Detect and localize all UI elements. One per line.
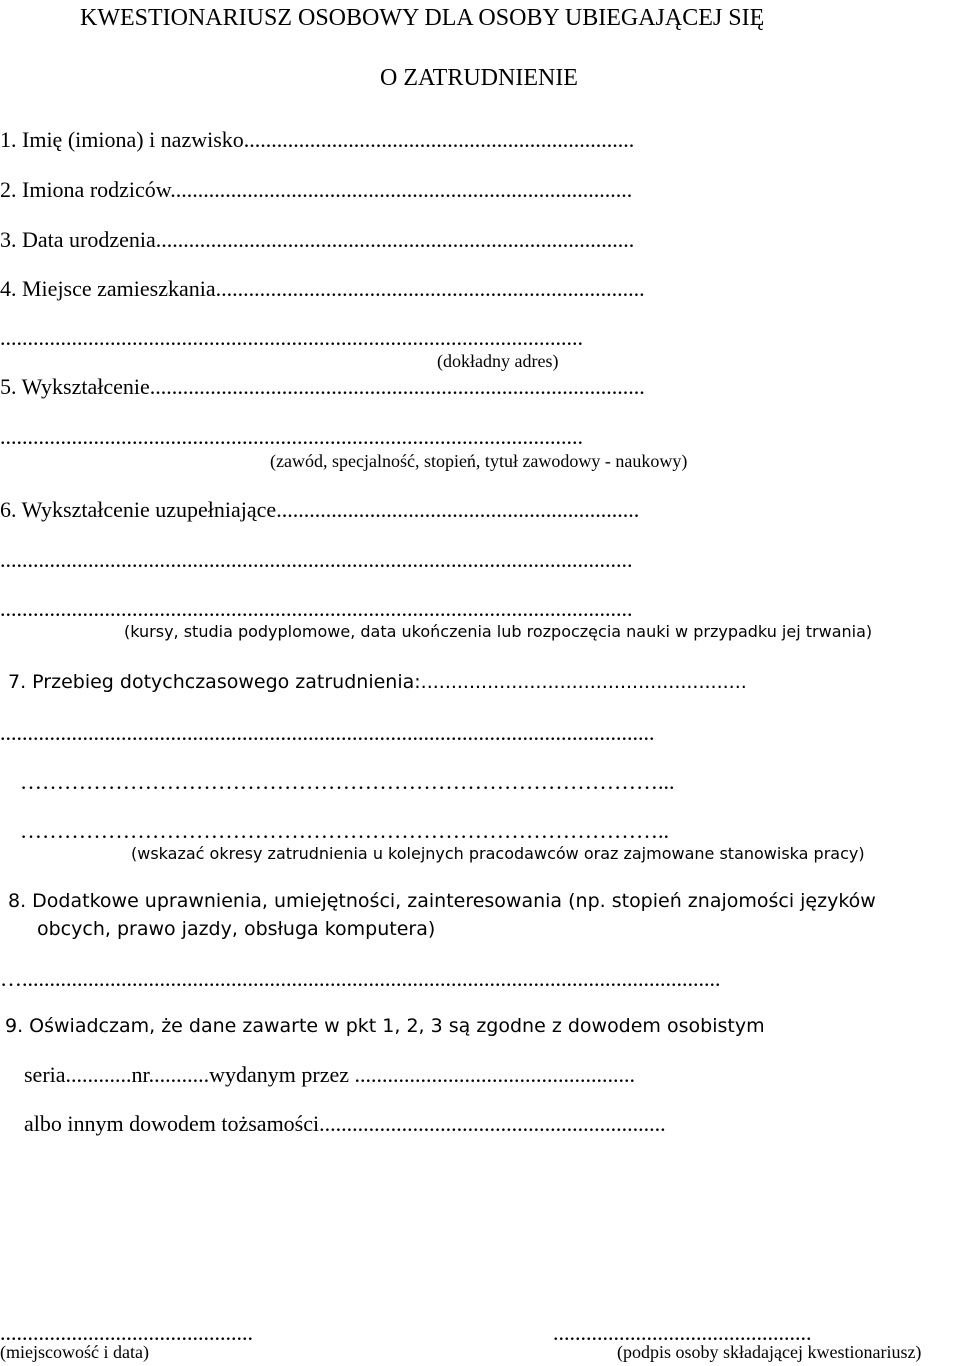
item-9-other-id: albo innym dowodem tożsamości............................................................... — [24, 1111, 666, 1136]
item-7-hint: (wskazać okresy zatrudnienia u kolejnych pracodawców oraz zajmowane stanowiska pracy) — [131, 844, 865, 863]
item-7-continuation-2: ……………………………………………………………………………... — [20, 769, 675, 794]
item-8-continuation: …............................................................................................................................... — [0, 966, 721, 991]
signature-label: (podpis osoby składającej kwestionariusz) — [617, 1342, 922, 1362]
item-6-hint: (kursy, studia podyplomowe, data ukończenia lub rozpoczęcia nauki w przypadku jej trwania) — [124, 622, 873, 641]
item-9-id-series-number: seria............nr...........wydanym przez ................................................... — [24, 1062, 636, 1087]
form-title-line1: KWESTIONARIUSZ OSOBOWY DLA OSOBY UBIEGAJĄCEJ SIĘ — [80, 5, 765, 31]
item-5-continuation: .......................................................................................................... — [0, 424, 583, 449]
item-3-birth-date: 3. Data urodzenia....................................................................................... — [0, 227, 635, 252]
place-date-line: .............................................. — [0, 1320, 253, 1345]
item-1-full-name: 1. Imię (imiona) i nazwisko....................................................................... — [0, 127, 635, 152]
item-5-hint: (zawód, specjalność, stopień, tytuł zawodowy - naukowy) — [270, 451, 688, 471]
item-6-continuation-1: ................................................................................................................... — [0, 547, 633, 572]
item-8-additional-skills-line2: obcych, prawo jazdy, obsługa komputera) — [37, 918, 436, 940]
item-4-hint: (dokładny adres) — [437, 351, 559, 371]
place-date-label: (miejscowość i data) — [0, 1342, 149, 1362]
item-8-additional-skills: 8. Dodatkowe uprawnienia, umiejętności, zainteresowania (np. stopień znajomości języków — [8, 890, 876, 912]
item-4-continuation: .......................................................................................................... — [0, 325, 583, 350]
item-7-employment-history: 7. Przebieg dotychczasowego zatrudnienia:...................................................... — [8, 671, 747, 693]
item-9-declaration: 9. Oświadczam, że dane zawarte w pkt 1, 2, 3 są zgodne z dowodem osobistym — [5, 1015, 765, 1037]
item-2-parents-names: 2. Imiona rodziców.................................................................................... — [0, 177, 633, 202]
item-5-education: 5. Wykształcenie.......................................................................................... — [0, 374, 645, 399]
item-4-residence: 4. Miejsce zamieszkania.............................................................................. — [0, 276, 645, 301]
item-6-supplementary-education: 6. Wykształcenie uzupełniające.................................................................. — [0, 497, 640, 522]
form-title-line2: O ZATRUDNIENIE — [380, 65, 578, 91]
item-6-continuation-2: ................................................................................................................... — [0, 596, 633, 621]
item-7-continuation-1: ....................................................................................................................... — [0, 720, 655, 745]
item-7-continuation-3: …………………………………………………………………………….. — [20, 818, 669, 843]
signature-line: ............................................... — [553, 1320, 812, 1345]
